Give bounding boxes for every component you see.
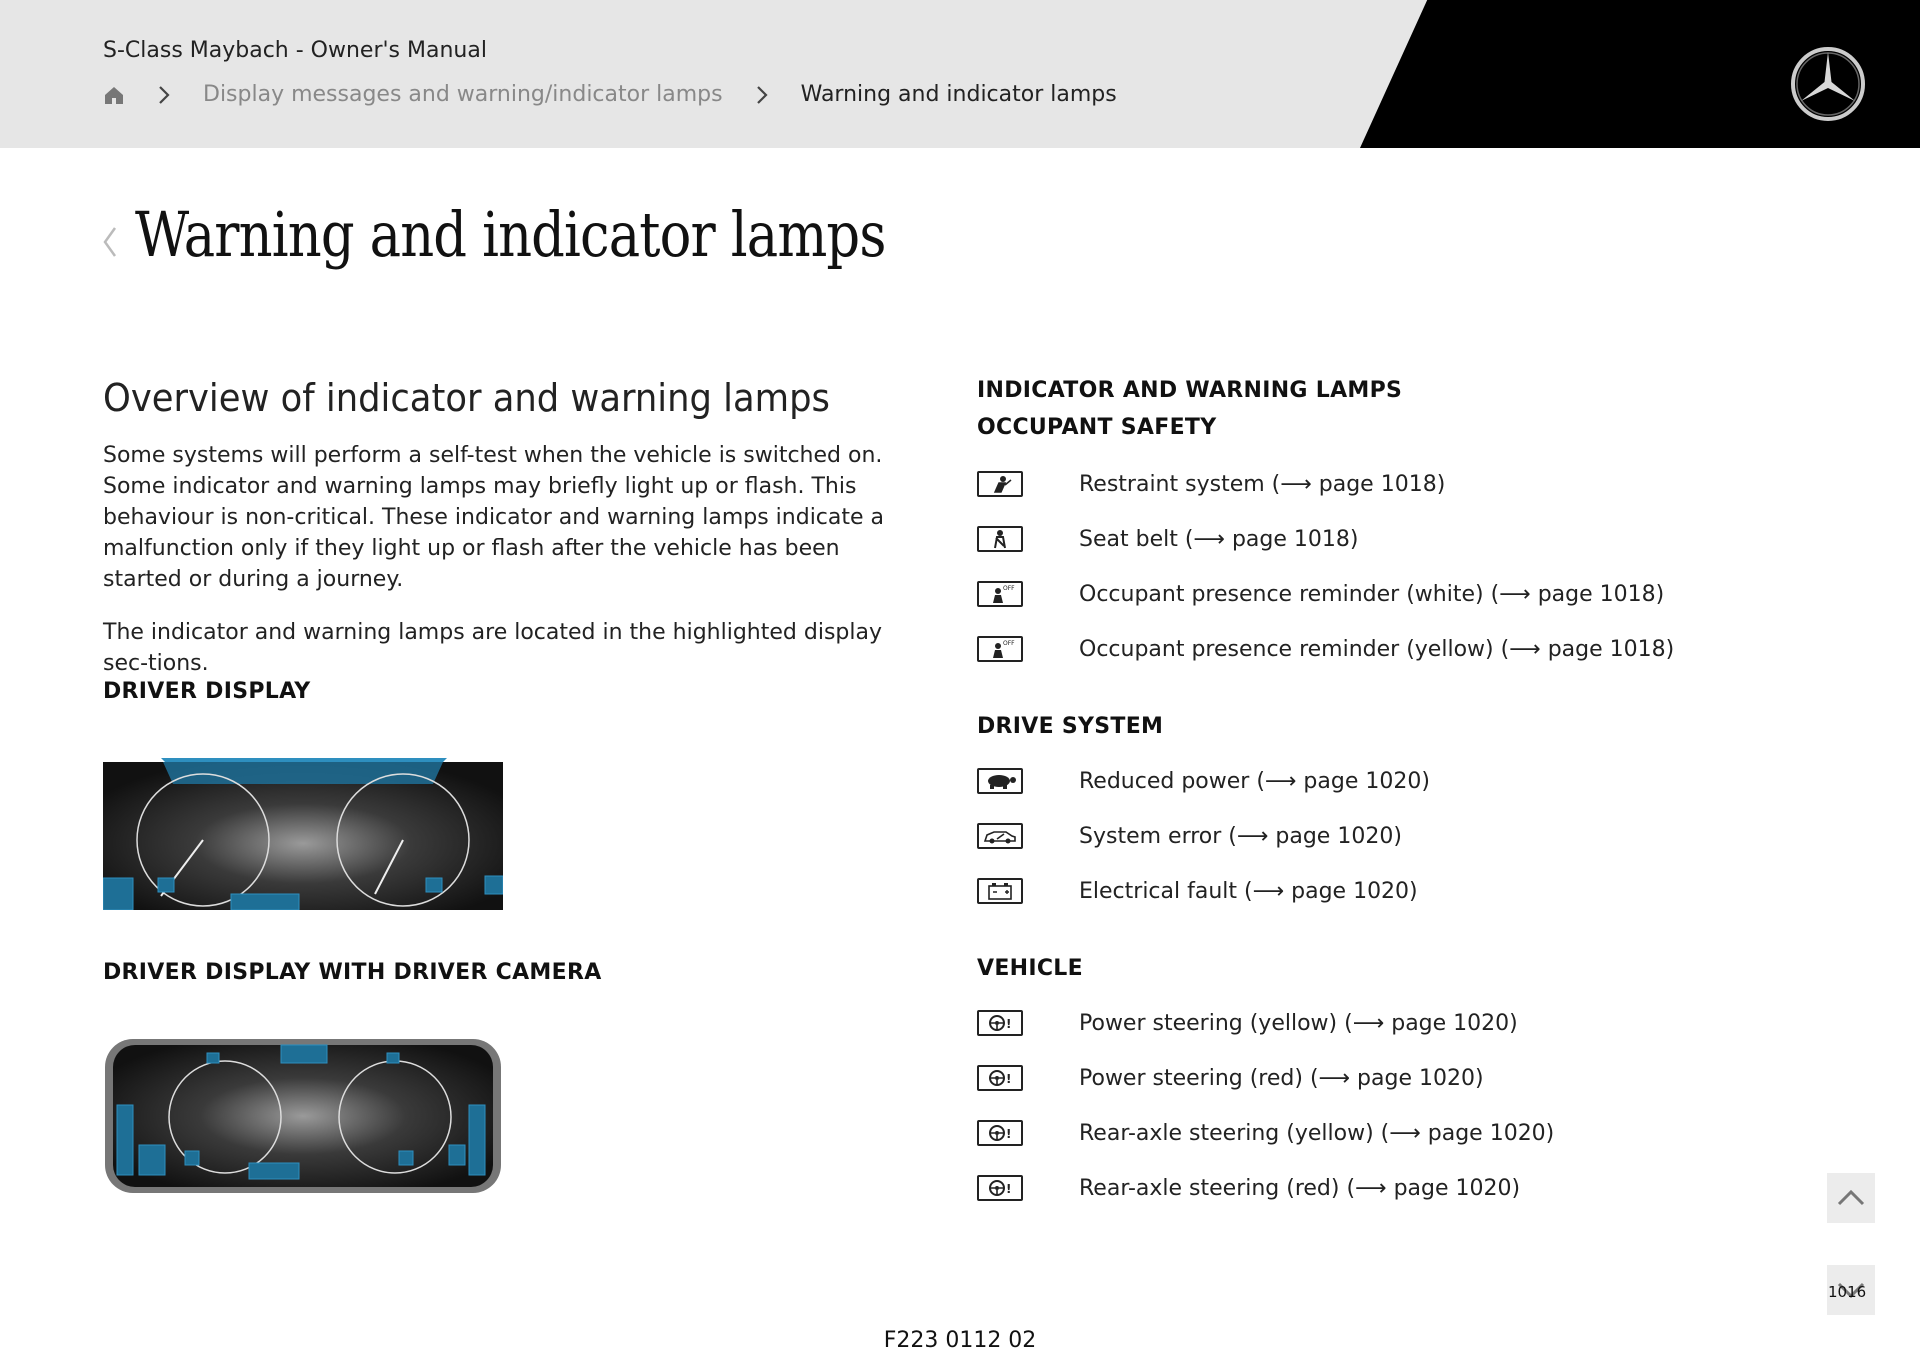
lamp-row bbox=[977, 816, 1402, 856]
drive-system-heading: DRIVE SYSTEM bbox=[977, 714, 1164, 739]
battery-icon bbox=[977, 878, 1023, 904]
occupant-off-icon bbox=[977, 636, 1023, 662]
svg-text:!: ! bbox=[1006, 1182, 1012, 1196]
steering-warning-icon bbox=[977, 1120, 1023, 1146]
steering-warning-icon bbox=[977, 1065, 1023, 1091]
lamp-label[interactable]: Restraint system (⟶ page 1018) bbox=[1079, 471, 1446, 497]
chevron-right-icon bbox=[753, 84, 771, 106]
lamp-row bbox=[977, 464, 1446, 504]
breadcrumb-item-display-messages[interactable]: Display messages and warning/indicator lamps bbox=[203, 82, 723, 107]
back-chevron-icon[interactable] bbox=[100, 222, 120, 262]
lamp-label[interactable]: Reduced power (⟶ page 1020) bbox=[1079, 768, 1430, 794]
home-icon[interactable] bbox=[103, 84, 125, 106]
overview-paragraph: Some systems will perform a self-test when the vehicle is switched on. Some indicator and warning lamps may briefly light up or flash. This behaviour is non-critical. These indicator and warning lamps indicate a malfunction only if they light up or flash after the vehicle has been started or during a journey. bbox=[103, 443, 885, 592]
lamp-label[interactable]: System error (⟶ page 1020) bbox=[1079, 823, 1402, 849]
driver-display-heading: DRIVER DISPLAY bbox=[103, 679, 311, 704]
turtle-icon bbox=[977, 768, 1023, 794]
driver-display-image bbox=[103, 756, 503, 910]
lamp-row bbox=[977, 761, 1430, 801]
overview-heading: Overview of indicator and warning lamps bbox=[103, 376, 830, 420]
svg-text:!: ! bbox=[1006, 1072, 1012, 1086]
lamp-row bbox=[977, 574, 1665, 614]
steering-warning-icon bbox=[977, 1010, 1023, 1036]
footer-code: F223 0112 02 bbox=[883, 1328, 1037, 1353]
location-paragraph: The indicator and warning lamps are located in the highlighted display sec-tions. bbox=[103, 620, 882, 676]
svg-text:OFF: OFF bbox=[1003, 640, 1015, 647]
lamps-heading: INDICATOR AND WARNING LAMPS bbox=[977, 378, 1403, 403]
breadcrumb bbox=[103, 82, 1117, 107]
mercedes-star-logo bbox=[1790, 46, 1866, 122]
car-fault-icon bbox=[977, 823, 1023, 849]
doc-title: S-Class Maybach - Owner's Manual bbox=[103, 38, 487, 63]
lamp-label[interactable]: Rear-axle steering (red) (⟶ page 1020) bbox=[1079, 1175, 1521, 1201]
overview-section bbox=[103, 376, 903, 701]
svg-text:!: ! bbox=[1006, 1127, 1012, 1141]
lamp-row bbox=[977, 1003, 1518, 1043]
lamp-row bbox=[977, 519, 1359, 559]
occupant-off-icon bbox=[977, 581, 1023, 607]
steering-warning-icon bbox=[977, 1175, 1023, 1201]
lamp-label[interactable]: Rear-axle steering (yellow) (⟶ page 1020) bbox=[1079, 1120, 1555, 1146]
seat-belt-icon bbox=[977, 526, 1023, 552]
vehicle-heading: VEHICLE bbox=[977, 956, 1083, 981]
lamp-label[interactable]: Occupant presence reminder (yellow) (⟶ page 1018) bbox=[1079, 636, 1675, 662]
chevron-up-icon bbox=[1836, 1188, 1866, 1208]
chevron-right-icon bbox=[155, 84, 173, 106]
lamp-row bbox=[977, 871, 1418, 911]
svg-text:!: ! bbox=[1006, 1017, 1012, 1031]
lamp-label[interactable]: Electrical fault (⟶ page 1020) bbox=[1079, 878, 1418, 904]
airbag-icon bbox=[977, 471, 1023, 497]
lamp-row bbox=[977, 1168, 1521, 1208]
lamp-label[interactable]: Seat belt (⟶ page 1018) bbox=[1079, 526, 1359, 552]
occupant-safety-heading: OCCUPANT SAFETY bbox=[977, 415, 1217, 440]
svg-text:OFF: OFF bbox=[1003, 585, 1015, 592]
page-title: Warning and indicator lamps bbox=[135, 198, 886, 271]
scroll-up-button[interactable] bbox=[1827, 1173, 1875, 1223]
driver-display-camera-heading: DRIVER DISPLAY WITH DRIVER CAMERA bbox=[103, 960, 602, 985]
page-number: 1016 bbox=[1828, 1283, 1867, 1301]
driver-display-camera-image bbox=[103, 1033, 503, 1195]
header-bar bbox=[0, 0, 1920, 148]
lamp-row bbox=[977, 629, 1675, 669]
lamp-label[interactable]: Power steering (red) (⟶ page 1020) bbox=[1079, 1065, 1484, 1091]
lamp-label[interactable]: Occupant presence reminder (white) (⟶ page 1018) bbox=[1079, 581, 1665, 607]
breadcrumb-item-current: Warning and indicator lamps bbox=[800, 82, 1117, 107]
lamp-label[interactable]: Power steering (yellow) (⟶ page 1020) bbox=[1079, 1010, 1518, 1036]
lamp-row bbox=[977, 1113, 1555, 1153]
lamp-row bbox=[977, 1058, 1484, 1098]
